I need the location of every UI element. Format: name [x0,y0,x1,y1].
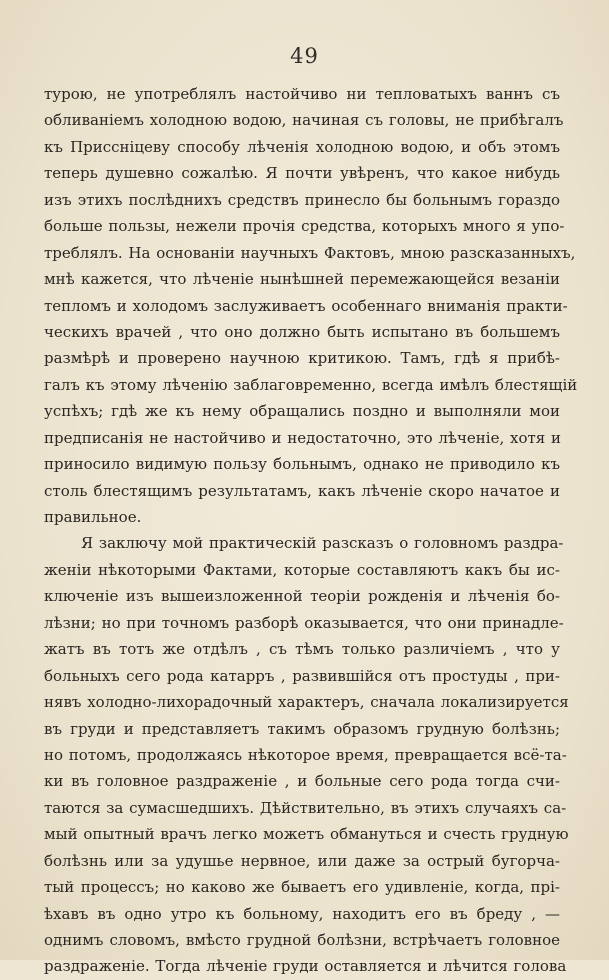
text-line: Я заключу мой практическiй разсказъ о головномъ раздра- [81,534,564,553]
text-line: столь блестящимъ результатамъ, какъ лѣченiе скоро начатое и [44,481,560,500]
text-line: ческихъ врачей , что оно должно быть испытано въ большемъ [44,322,560,341]
text-line: ключенiе изъ вышеизложенной теорiи рожденiя и лѣченiя бо- [44,587,560,606]
text-line: теперь душевно сожалѣю. Я почти увѣренъ, что какое нибудь [44,164,560,183]
text-line: предписанiя не настойчиво и недостаточно, это лѣченiе, хотя и [44,428,561,447]
text-line: лѣзни; но при точномъ разборѣ оказывается, что они принадле- [44,613,564,632]
text-line: таются за сумасшедшихъ. Дѣйствительно, въ этихъ случаяхъ са- [44,798,567,817]
text-line: больше пользы, нежели прочiя средства, которыхъ много я упо- [44,217,565,236]
text-line: мый опытный врачъ легко можетъ обмануться и счесть грудную [44,825,569,844]
text-line: размѣрѣ и проверено научною критикою. Тамъ, гдѣ я прибѣ- [44,349,560,368]
text-line: приносило видимую пользу больнымъ, однако не приводило къ [44,455,560,474]
text-line: болѣзнь или за удушье нервное, или даже за острый бугорча- [44,851,560,870]
text-line: однимъ словомъ, вмѣсто грудной болѣзни, встрѣчаетъ головное [44,931,560,949]
text-line: изъ этихъ послѣднихъ средствъ принесло бы больнымъ гораздо [44,190,560,209]
text-line: нявъ холодно-лихорадочный характеръ, сначала локализируется [44,693,569,712]
body-text [44,81,578,980]
text-line: жатъ въ тотъ же отдѣлъ , съ тѣмъ только различiемъ , что у [44,640,560,659]
text-line: раздраженiе. Тогда лѣченiе груди оставляется и лѣчится голова [44,957,567,976]
text-line: треблялъ. На основанiи научныхъ Фактовъ, мною разсказанныхъ, [44,243,576,262]
text-line: ѣхавъ въ одно утро къ больному, находитъ его въ бреду , — [44,904,560,923]
paragraph-1 [44,81,578,530]
text-line: галъ къ этому лѣченiю заблаговременно, всегда имѣлъ блестящiй [44,375,578,394]
text-line: женiи нѣкоторыми Фактами, которые составляютъ какъ бы ис- [44,560,560,579]
page-number: 49 [290,44,319,68]
text-line: ки въ головное раздраженiе , и больные сего рода тогда счи- [44,772,560,791]
text-line: правильное. [44,508,142,526]
text-line: больныхъ сего рода катарръ , развившiйся отъ простуды , при- [44,666,560,685]
text-line: тепломъ и холодомъ заслуживаетъ особеннаго вниманiя практи- [44,296,568,315]
text-line: къ Присснiцеву способу лѣченiя холодною водою, и объ этомъ [44,137,560,156]
text-line: тый процессъ; но каково же бываетъ его удивленiе, когда, прi- [44,878,560,897]
paragraph-2 [44,530,569,979]
text-line: мнѣ кажется, что лѣченiе нынѣшней перемежающейся везанiи [44,270,560,289]
text-line: въ груди и представляетъ такимъ образомъ грудную болѣзнь; [44,719,560,738]
text-line: турою, не употреблялъ настойчиво ни тепловатыхъ ваннъ съ [44,85,560,103]
text-line: но потомъ, продолжаясь нѣкоторое время, превращается всё-та- [44,745,567,764]
text-line: обливанiемъ холодною водою, начиная съ головы, не прибѣгалъ [44,111,564,130]
text-line: успѣхъ; гдѣ же къ нему обращались поздно и выполняли мои [44,402,560,421]
